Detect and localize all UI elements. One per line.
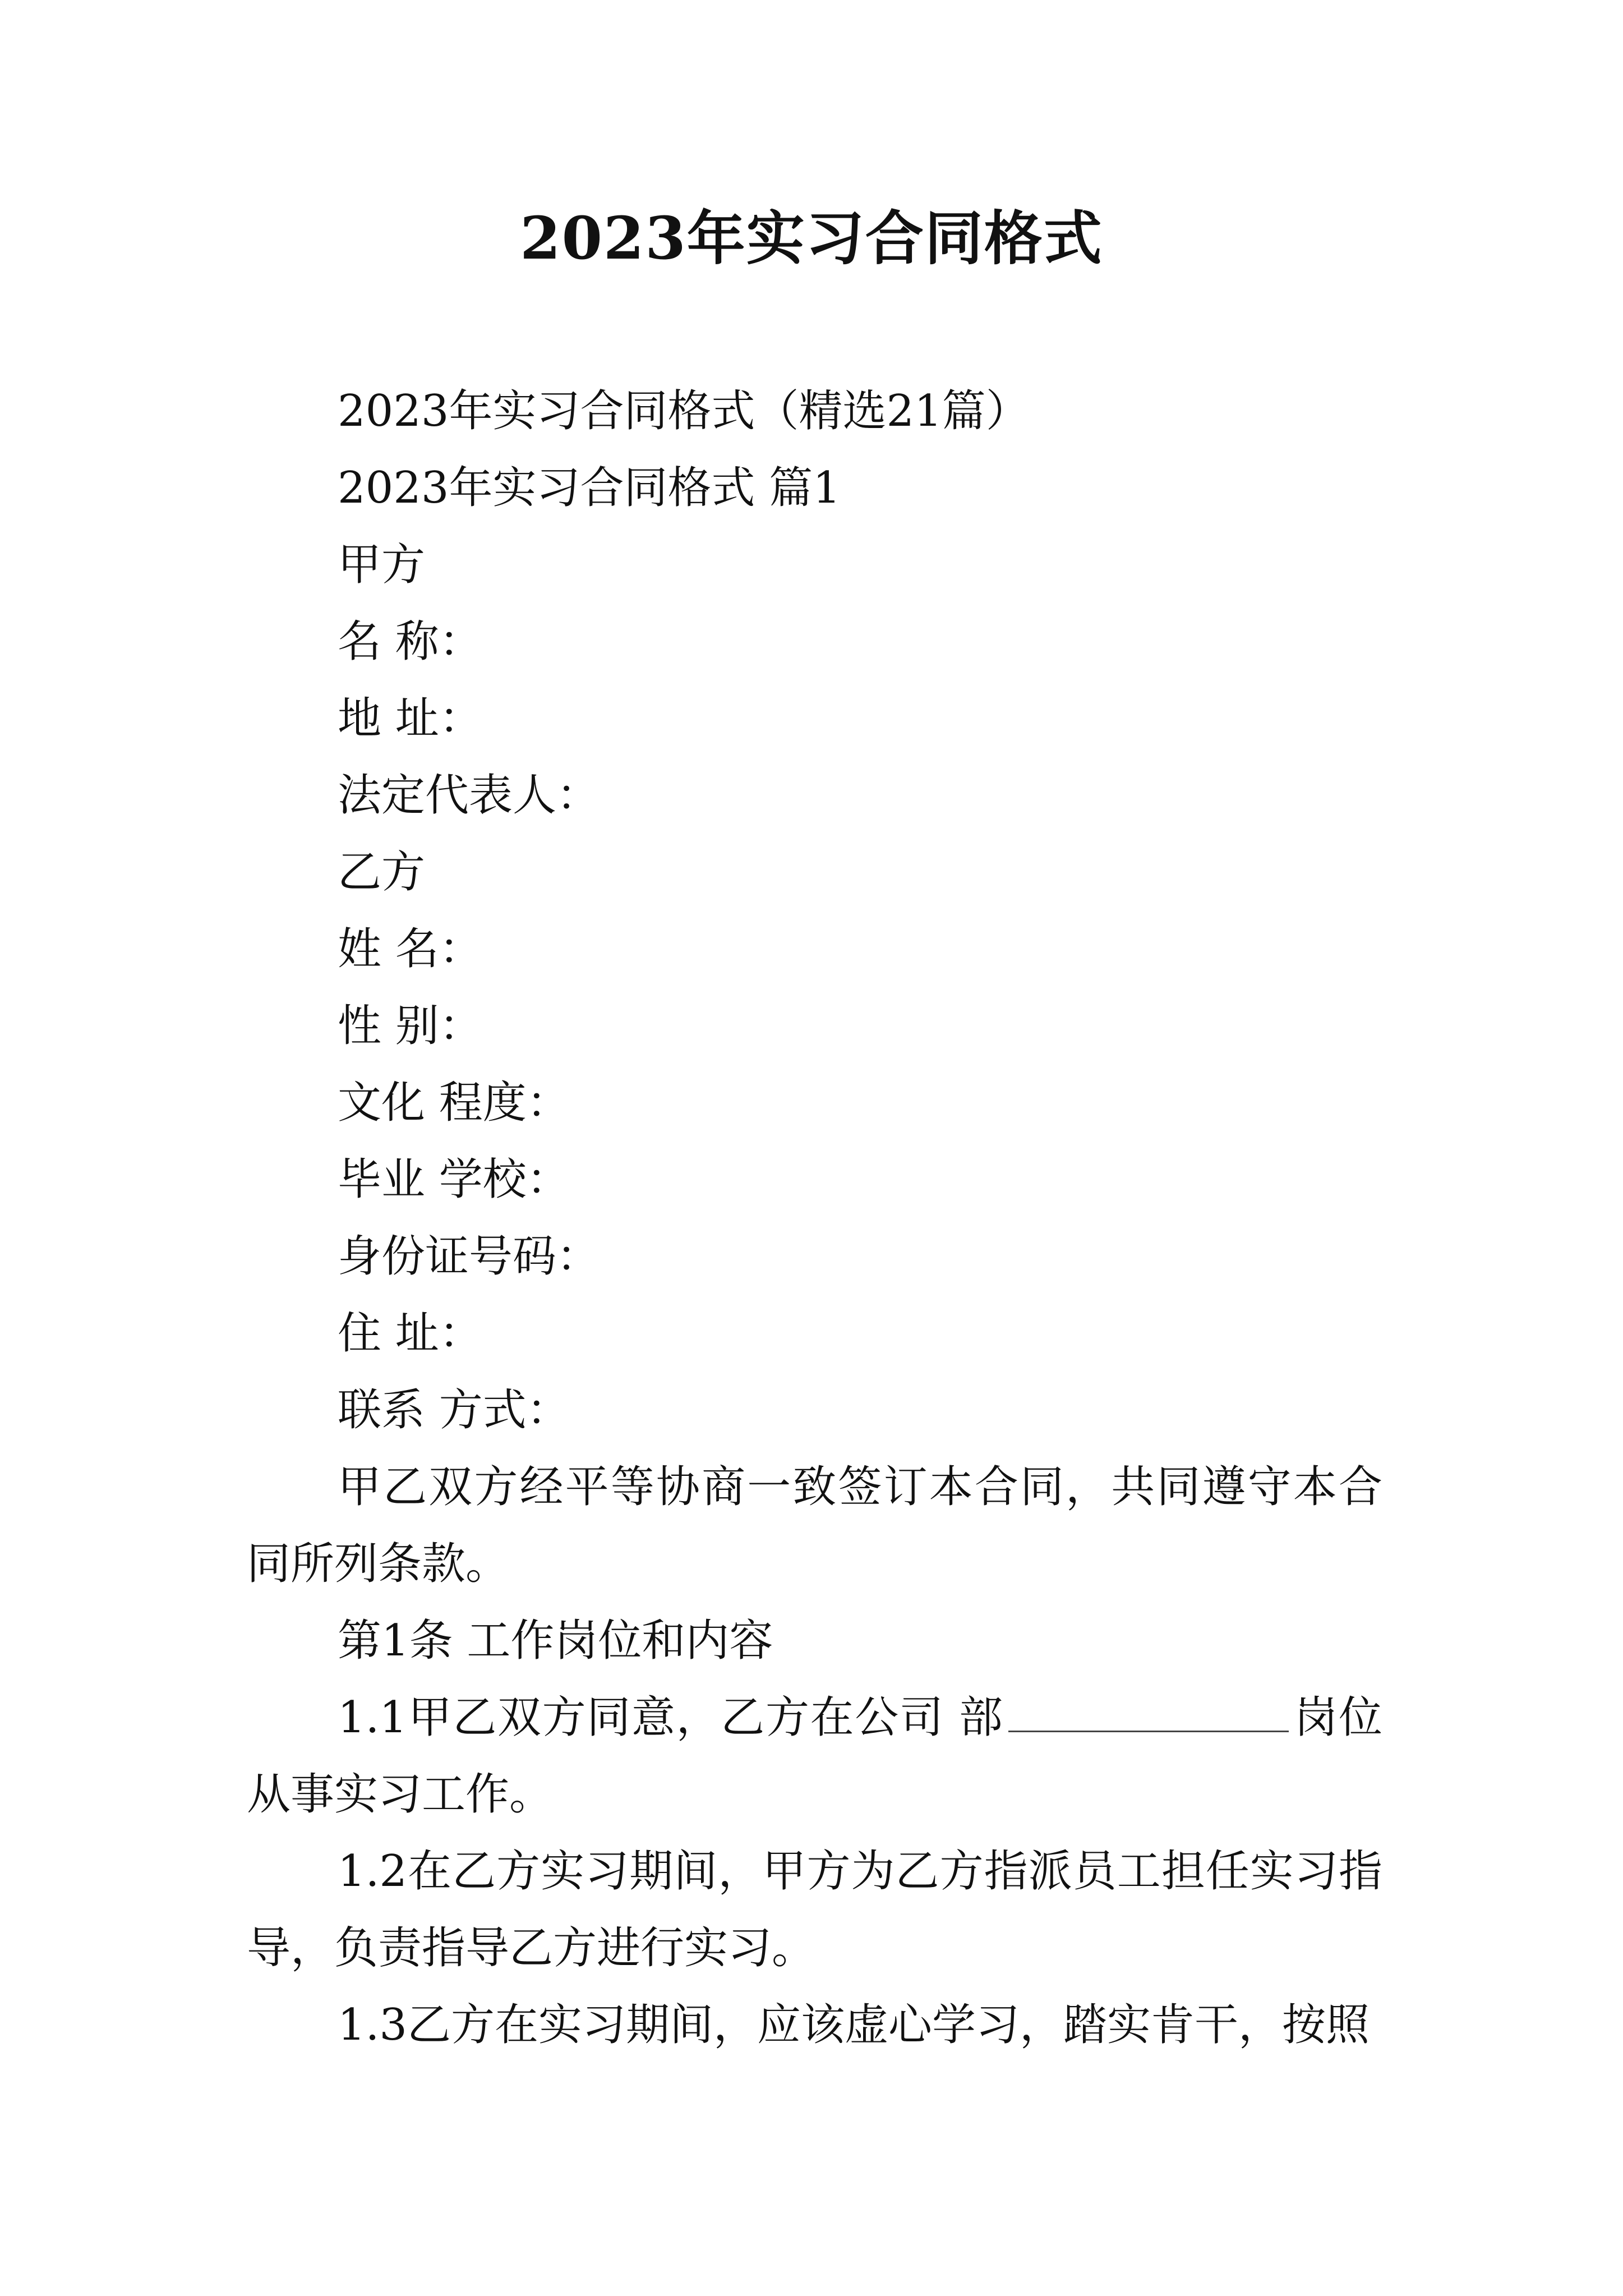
clause-1-1 bbox=[247, 1680, 1382, 1833]
section-heading: 2023年实习合同格式 篇1 bbox=[338, 463, 841, 513]
agreement-paragraph: 甲乙双方经平等协商一致签订本合同，共同遵守本合同所列条款。 bbox=[247, 1462, 1382, 1589]
party-b-address-field: 住 址： bbox=[338, 1308, 483, 1359]
clause-1-1-text-end: 岗位从事实习工作。 bbox=[247, 1692, 1382, 1820]
document-title: 2023年实习合同格式 bbox=[520, 204, 1103, 273]
party-b-education-field: 文化 程度： bbox=[338, 1078, 570, 1128]
clause-1-2: 1.2在乙方实习期间，甲方为乙方指派员工担任实习指导，负责指导乙方进行实习。 bbox=[247, 1846, 1382, 1973]
party-a-label: 甲方 bbox=[338, 540, 426, 590]
party-b-school-field: 毕业 学校： bbox=[338, 1154, 570, 1205]
party-a-name-field: 名 称： bbox=[338, 616, 483, 667]
document-body bbox=[247, 373, 1382, 2064]
department-blank-line bbox=[1008, 1691, 1289, 1732]
article-1-heading: 第1条 工作岗位和内容 bbox=[338, 1616, 773, 1666]
party-b-contact-field: 联系 方式： bbox=[338, 1385, 570, 1435]
party-b-gender-field: 性 别： bbox=[338, 1001, 483, 1051]
party-a-address-field: 地 址： bbox=[338, 693, 483, 744]
party-b-id-number-field: 身份证号码： bbox=[338, 1231, 601, 1282]
party-a-legal-rep-field: 法定代表人： bbox=[338, 770, 601, 821]
clause-1-1-text-start: 1.1甲乙双方同意，乙方在公司 部 bbox=[338, 1692, 1004, 1743]
subtitle-line: 2023年实习合同格式（精选21篇） bbox=[338, 386, 1030, 436]
party-b-label: 乙方 bbox=[338, 847, 426, 898]
clause-1-3: 1.3乙方在实习期间，应该虚心学习，踏实肯干，按照 bbox=[338, 2000, 1370, 2050]
party-b-name-field: 姓 名： bbox=[338, 924, 483, 974]
